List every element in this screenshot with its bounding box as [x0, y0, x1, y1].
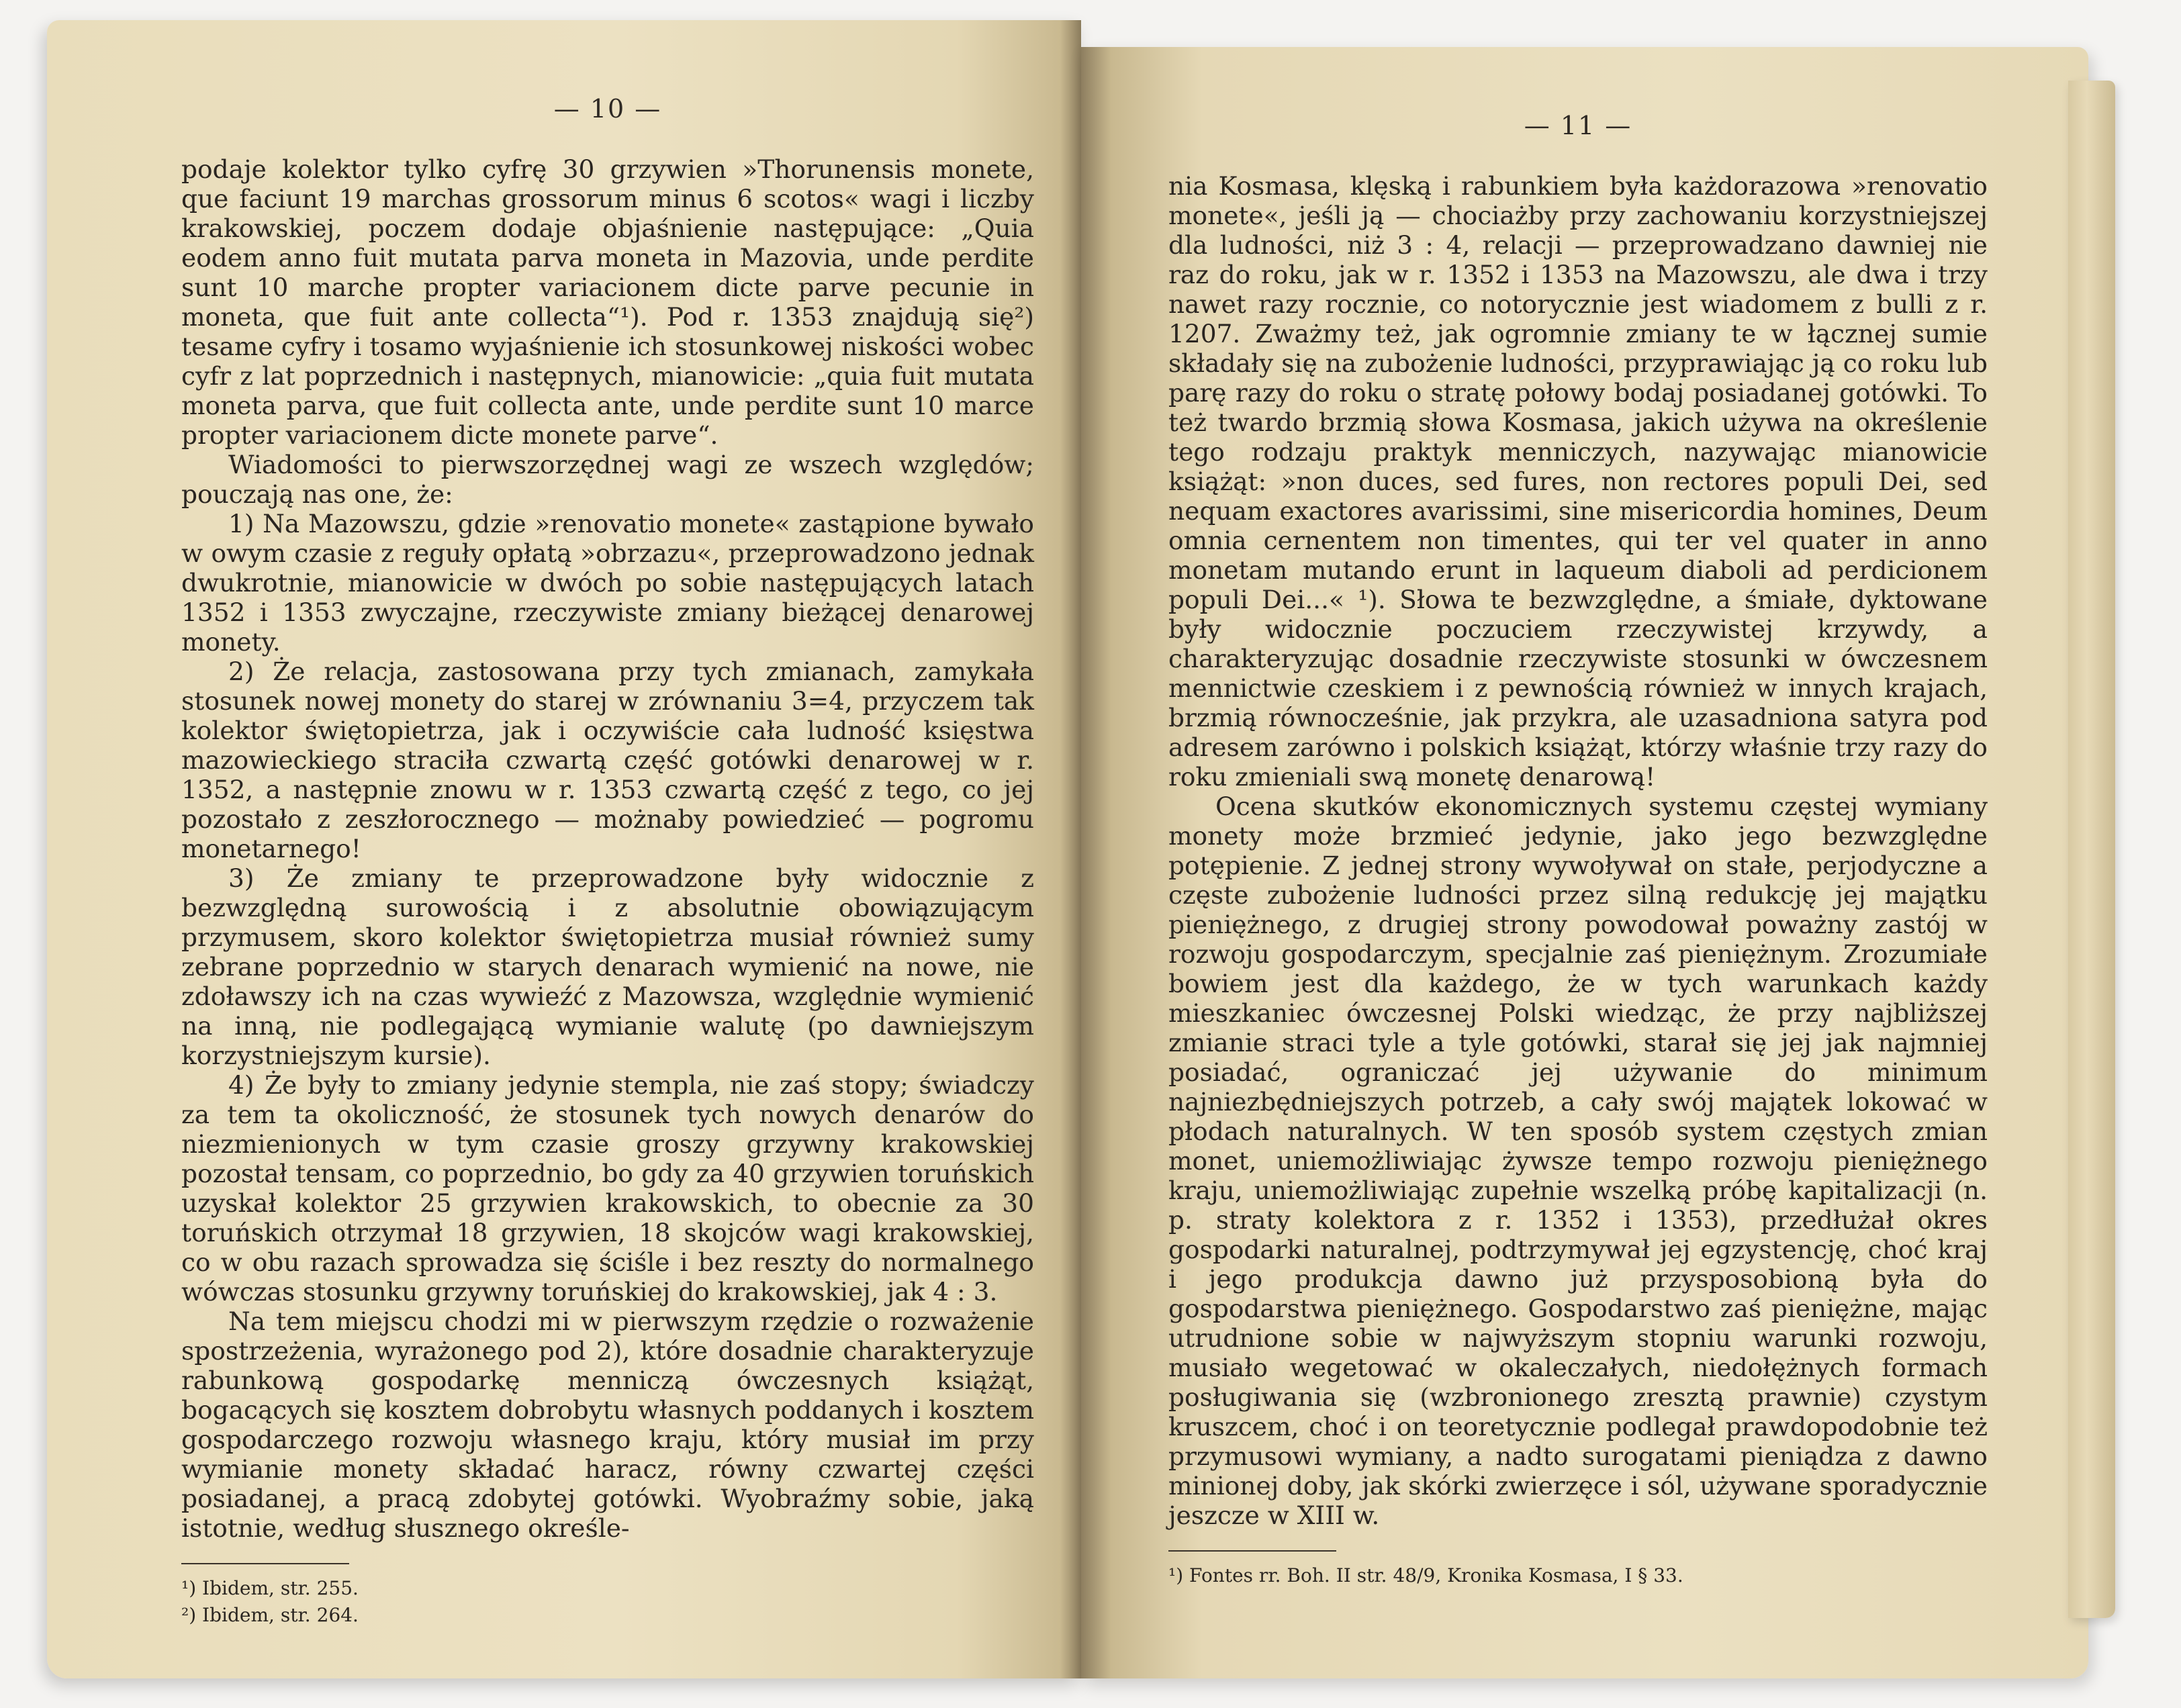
paragraph: 4) Że były to zmiany jedynie stempla, nie zaś stopy; świadczy za tem ta okoliczność, że stosunek tych nowych denarów do niezmienionych w tym czasie groszy grzywny krakowskiej pozostał tensam, co poprzednio, bo gdy za 40 grzywien toruńskich uzyskał kolektor 25 grzywien krakowskich, to obecnie za 30 toruńskich otrzymał 18 grzywien, 18 skojców wagi krakowskiej, co w obu razach sprowadza się ściśle i bez reszty do normalnego wówczas stosunku grzywny toruńskiej do krakowskiej, jak 4 : 3. — [181, 1070, 1034, 1307]
paragraph: Wiadomości to pierwszorzędnej wagi ze wszech względów; pouczają nas one, że: — [181, 450, 1034, 509]
page-number-left: — 10 — — [553, 94, 662, 124]
paragraph: Na tem miejscu chodzi mi w pierwszym rzędzie o rozważenie spostrzeżenia, wyrażonego pod 2), które dosadnie charakteryzuje rabunkową gospodarkę menniczą ówczesnych książąt, bogacących się kosztem dobrobytu własnych poddanych i kosztem gospodarczego rozwoju własnego kraju, który musiał im przy wymianie monety składać haracz, równy czwartej części posiadanej, a pracą zdobytej gotówki. Wyobraźmy sobie, jaką istotnie, według słusznego określe- — [181, 1307, 1034, 1543]
paragraph: Ocena skutków ekonomicznych systemu częstej wymiany monety może brzmieć jedynie, jako jego bezwzględne potępienie. Z jednej strony wywoływał on stałe, perjodyczne a częste zubożenie ludności przez silną redukcję jej majątku pieniężnego, z drugiej strony powodował poważny zastój w rozwoju gospodarczym, specjalnie zaś pieniężnym. Zrozumiałe bowiem jest dla każdego, że w tych warunkach każdy mieszkaniec ówczesnej Polski wiedząc, że przy najbliższej zmianie straci tyle a tyle gotówki, starał się jej jak najmniej posiadać, ograniczać jej używanie do minimum najniezbędniejszych potrzeb, a cały swój majątek lokować w płodach naturalnych. W ten sposób system częstych zmian monet, uniemożliwiając żywsze tempo rozwoju pieniężnego kraju, uniemożliwiając zupełnie wszelką próbę kapitalizacji (n. p. straty kolektora z r. 1352 i 1353), przedłużał okres gospodarki naturalnej, podtrzymywał jej egzystencję, choć kraj i jego produkcja dawno już przysposobioną była do gospodarstwa pieniężnego. Gospodarstwo zaś pieniężne, mając utrudnione sobie w najwyższym stopniu warunki rozwoju, musiało wegetować w okaleczałych, niedołężnych formach posługiwania się (wzbronionego zresztą prawnie) czystym kruszcem, choć i on teoretycznie podlegał prawdopodobnie też przymusowi wymiany, a nadto surogatami pieniądza z dawno minionej doby, jak skórki zwierzęce i sól, używane sporadycznie jeszcze w XIII w. — [1168, 792, 1988, 1530]
paragraph: 1) Na Mazowszu, gdzie »renovatio monete« zastąpione bywało w owym czasie z reguły opłatą »obrzazu«, przeprowadzono jednak dwukrotnie, mianowicie w dwóch po sobie następujących latach 1352 i 1353 zwyczajne, rzeczywiste zmiany bieżącej denarowej monety. — [181, 509, 1034, 657]
right-footnotes — [1168, 1564, 1988, 1588]
paragraph: 3) Że zmiany te przeprowadzone były widocznie z bezwzględną surowością i z absolutnie obowiązującym przymusem, skoro kolektor świętopietrza musiał również sumy zebrane poprzednio w starych denarach wymienić na nowe, nie zdoławszy ich na czas wywieźć z Mazowsza, względnie wymienić na inną, nie podlegającą wymianie walutę (po dawniejszym korzystniejszym kursie). — [181, 863, 1034, 1070]
page-number-right: — 11 — — [1524, 111, 1632, 140]
right-page-body — [1168, 171, 1988, 1530]
footnote-divider — [181, 1563, 349, 1564]
left-page-body — [181, 154, 1034, 1543]
right-page — [1081, 47, 2088, 1678]
footnote: ¹) Fontes rr. Boh. II str. 48/9, Kronika Kosmasa, I § 33. — [1168, 1564, 1683, 1586]
footnote-divider — [1168, 1550, 1336, 1552]
footnote: ¹) Ibidem, str. 255. — [181, 1577, 359, 1599]
left-page — [47, 20, 1081, 1678]
paragraph: nia Kosmasa, klęską i rabunkiem była każdorazowa »renovatio monete«, jeśli ją — chociażby przy zachowaniu korzystniejszej dla ludności, niż 3 : 4, relacji — przeprowadzano dawniej nie raz do roku, jak w r. 1352 i 1353 na Mazowszu, ale dwa i trzy nawet razy rocznie, co notorycznie jest wiadomem z bulli z r. 1207. Zważmy też, jak ogromnie zmiany te w łącznej sumie składały się na zubożenie ludności, przyprawiając ją co roku lub parę razy do roku o stratę połowy bodaj posiadanej gotówki. To też twardo brzmią słowa Kosmasa, jakich używa na określenie tego rodzaju praktyk menniczych, nazywając mianowicie książąt: »non duces, sed fures, non rectores populi Dei, sed nequam exactores avarissimi, sine misericordia homines, Deum omnia cernentem non timentes, qui ter vel quater in anno monetam mutando erunt in laqueum diaboli ad perdicionem populi Dei...« ¹). Słowa te bezwzględne, a śmiałe, dyktowane były widocznie poczuciem rzeczywistej krzywdy, a charakteryzując dosadnie rzeczywiste stosunki w ówczesnem mennictwie czeskiem i z pewnością również w innych krajach, brzmią równocześnie, jak przykra, ale uzasadniona satyra pod adresem zarówno i polskich książąt, którzy właśnie trzy razy do roku zmieniali swą monetę denarową! — [1168, 171, 1988, 792]
paragraph: 2) Że relacja, zastosowana przy tych zmianach, zamykała stosunek nowej monety do starej w zrównaniu 3=4, przyczem tak kolektor świętopietrza, jak i oczywiście cała ludność księstwa mazowieckiego straciła czwartą część gotówki denarowej w r. 1352, a następnie znowu w r. 1353 czwartą część z tego, co jej pozostało z zeszłorocznego — możnaby powiedzieć — pogromu monetarnego! — [181, 657, 1034, 863]
footnote: ²) Ibidem, str. 264. — [181, 1604, 359, 1626]
left-footnotes — [181, 1576, 1034, 1627]
paragraph: podaje kolektor tylko cyfrę 30 grzywien »Thorunensis monete, que faciunt 19 marchas grossorum minus 6 scotos« wagi i liczby krakowskiej, poczem dodaje objaśnienie następujące: „Quia eodem anno fuit mutata parva moneta in Mazovia, unde perdite sunt 10 marche propter variacionem dicte parve pecunie in moneta, que fuit ante collecta“¹). Pod r. 1353 znajdują się²) tesame cyfry i tosamo wyjaśnienie ich stosunkowej niskości wobec cyfr z lat poprzednich i następnych, mianowicie: „quia fuit mutata moneta parva, que fuit collecta ante, unde perdite sunt 10 marce propter variacionem dicte monete parve“. — [181, 154, 1034, 450]
page-edge-stack — [2068, 81, 2115, 1618]
